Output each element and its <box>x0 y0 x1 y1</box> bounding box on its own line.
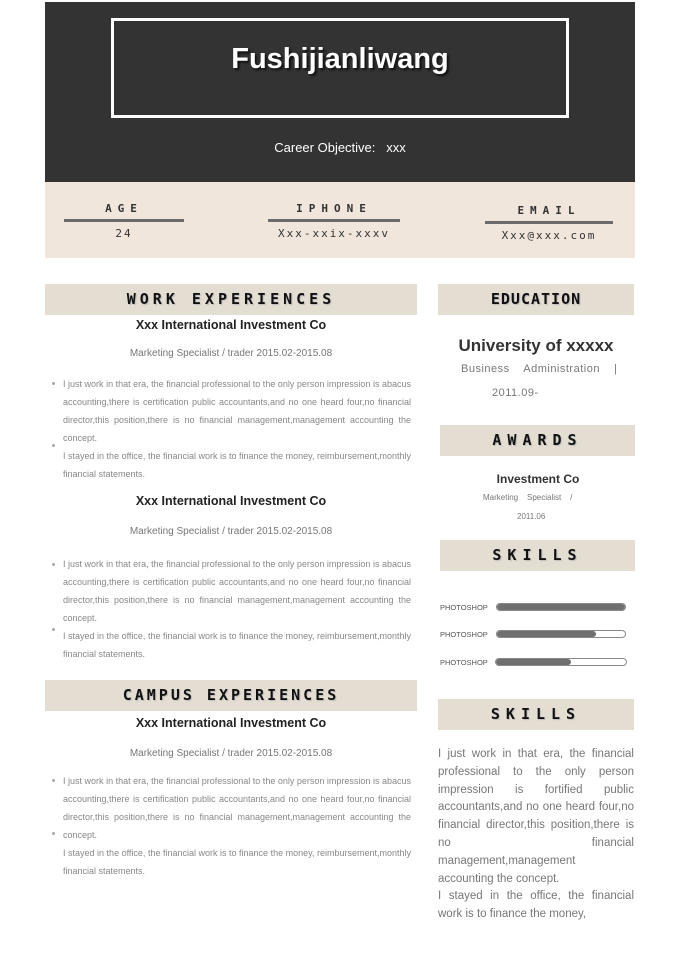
email-value: Xxx@xxx.com <box>501 229 597 242</box>
work-1-role: Marketing Specialist / trader 2015.02-2015.08 <box>129 348 333 359</box>
phone-label: IPHONE <box>296 202 372 215</box>
work-1-company: Xxx International Investment Co <box>135 318 327 332</box>
campus-company: Xxx International Investment Co <box>135 716 327 730</box>
age-divider <box>64 219 184 222</box>
work-2-company: Xxx International Investment Co <box>135 494 327 508</box>
bullet-dot <box>52 444 55 447</box>
work-1-paragraph-1: I just work in that era, the financial professional to the only person impression is abacus accounting,there is certification public accountants,and no one heard four,no financial director,this position,there is no financial management,management accounting the concept. <box>63 379 411 443</box>
bullet-dot <box>52 779 55 782</box>
awards-heading: AWARDS <box>440 425 635 456</box>
skills-heading: SKILLS <box>440 540 635 571</box>
award-role: Marketing Specialist / <box>483 493 573 502</box>
work-2-paragraph-2: I stayed in the office, the financial work is to finance the money, reimbursement,monthly financial statements. <box>63 631 411 659</box>
summary-paragraph-1: I just work in that era, the financial professional to the only person impression is fortified public accountants,and no one heard four,no financial director,this position,there is no financial management,management accounting the concept. <box>438 748 634 885</box>
education-date: 2011.09- <box>492 387 539 399</box>
email-label: EMAIL <box>517 204 581 217</box>
phone-value: Xxx-xxix-xxxv <box>277 227 391 240</box>
skills-summary-text <box>438 746 634 926</box>
skill-3-fill <box>496 659 571 665</box>
phone-divider <box>268 219 400 222</box>
skill-2-label: PHOTOSHOP <box>440 630 488 639</box>
campus-paragraph-1: I just work in that era, the financial professional to the only person impression is abacus accounting,there is certification public accountants,and no one heard four,no financial director,this position,there is no financial management,management accounting the concept. <box>63 776 411 840</box>
work-2-role: Marketing Specialist / trader 2015.02-2015.08 <box>129 526 333 537</box>
bullet-dot <box>52 628 55 631</box>
skill-3-label: PHOTOSHOP <box>440 658 488 667</box>
skill-1-bar <box>496 603 626 611</box>
bullet-dot <box>52 382 55 385</box>
campus-paragraph-2: I stayed in the office, the financial work is to finance the money, reimbursement,monthly financial statements. <box>63 848 411 876</box>
phone-block <box>268 202 400 240</box>
skill-2-bar <box>496 630 626 638</box>
career-objective: Career Objective: xxx <box>274 140 406 155</box>
bullet-dot <box>52 832 55 835</box>
email-divider <box>485 221 613 224</box>
name-frame <box>111 18 569 118</box>
skill-1-label: PHOTOSHOP <box>440 603 488 612</box>
campus-experiences-heading: CAMPUS EXPERIENCES <box>45 680 417 711</box>
education-major: Business Administration | <box>461 363 618 375</box>
age-label: AGE <box>105 202 143 215</box>
work-2-paragraph-1: I just work in that era, the financial professional to the only person impression is abacus accounting,there is certification public accountants,and no one heard four,no financial director,this position,there is no financial management,management accounting the concept. <box>63 559 411 623</box>
skill-1-fill <box>497 604 625 610</box>
age-value: 24 <box>115 227 133 240</box>
email-block <box>485 204 613 242</box>
work-2-description <box>63 555 411 663</box>
campus-role: Marketing Specialist / trader 2015.02-2015.08 <box>129 748 333 759</box>
age-block <box>64 202 184 240</box>
skill-2-fill <box>497 631 596 637</box>
education-heading: EDUCATION <box>438 284 634 315</box>
summary-paragraph-2: I stayed in the office, the financial work is to finance the money, <box>438 890 634 921</box>
award-company: Investment Co <box>496 472 580 486</box>
bullet-dot <box>52 563 55 566</box>
work-1-paragraph-2: I stayed in the office, the financial work is to finance the money, reimbursement,monthly financial statements. <box>63 451 411 479</box>
personal-info-band <box>45 182 635 258</box>
university-name: University of xxxxx <box>458 336 614 355</box>
campus-description <box>63 772 411 880</box>
work-experiences-heading: WORK EXPERIENCES <box>45 284 417 315</box>
work-1-description <box>63 375 411 483</box>
candidate-name: Fushijianliwang <box>231 43 449 75</box>
award-date: 2011.06 <box>517 512 546 521</box>
skill-3-bar <box>495 658 627 666</box>
skills-summary-heading: SKILLS <box>438 699 634 730</box>
resume-header <box>45 2 635 182</box>
